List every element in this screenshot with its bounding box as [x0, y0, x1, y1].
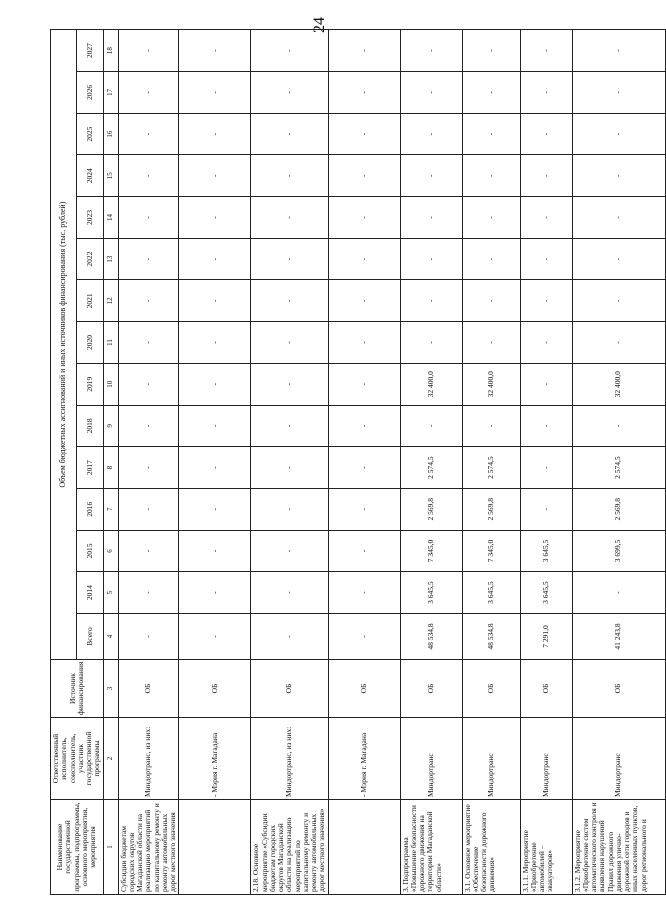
row-year-value: - — [572, 280, 665, 322]
budget-table — [50, 29, 666, 895]
row-year-value: - — [328, 322, 400, 364]
row-name — [179, 800, 251, 895]
row-year-value: - — [400, 197, 462, 239]
row-year-value: - — [572, 30, 665, 72]
row-year-value: - — [462, 322, 520, 364]
row-name — [328, 800, 400, 895]
header-year: 2022 — [77, 238, 103, 280]
row-year-value: - — [400, 155, 462, 197]
table-row — [462, 30, 520, 895]
row-year-value: 2 574,5 — [572, 447, 665, 489]
row-year-value: - — [118, 238, 179, 280]
column-number: 11 — [103, 322, 118, 364]
row-year-value: - — [572, 113, 665, 155]
column-number-row — [103, 30, 118, 895]
row-year-value: 2 569,8 — [400, 488, 462, 530]
row-year-value: - — [572, 322, 665, 364]
row-year-value: - — [328, 488, 400, 530]
row-year-value: - — [462, 280, 520, 322]
row-year-value: 3 645,5 — [520, 530, 572, 572]
row-year-value: - — [251, 155, 328, 197]
row-year-value: 7 345,0 — [400, 530, 462, 572]
row-year-value: - — [179, 405, 251, 447]
row-year-value: - — [462, 155, 520, 197]
row-executor: Миндортранс, из них: — [118, 718, 179, 800]
row-year-value: - — [179, 238, 251, 280]
row-total-value: - — [328, 614, 400, 660]
row-year-value: - — [251, 238, 328, 280]
row-executor: Миндортранс — [572, 718, 665, 800]
row-year-value: - — [251, 280, 328, 322]
row-year-value: - — [251, 30, 328, 72]
column-number: 2 — [103, 718, 118, 800]
row-year-value: 3 645,5 — [520, 572, 572, 614]
column-number: 16 — [103, 113, 118, 155]
row-year-value: - — [400, 72, 462, 114]
header-year: 2027 — [77, 30, 103, 72]
row-year-value: - — [118, 72, 179, 114]
row-year-value: - — [328, 197, 400, 239]
row-year-value: - — [462, 30, 520, 72]
table-row — [400, 30, 462, 895]
row-source: ОБ — [520, 660, 572, 718]
row-year-value: - — [179, 572, 251, 614]
row-year-value: - — [572, 197, 665, 239]
row-year-value: - — [251, 530, 328, 572]
page-number: 24 — [311, 17, 328, 33]
row-source: ОБ — [462, 660, 520, 718]
row-year-value: - — [251, 322, 328, 364]
header-year: 2019 — [77, 363, 103, 405]
header-year: 2026 — [77, 72, 103, 114]
row-year-value: - — [179, 113, 251, 155]
table-row — [251, 30, 328, 895]
row-name: 3.1.2. Мероприятие «Приобретение систем автоматического контроля и выявления нарушений Правил дорожного движения улично-дорожной сети городов и иных населенных пунктов, дорог регионального и — [572, 800, 665, 895]
row-year-value: - — [462, 72, 520, 114]
row-total-value: 48 534,8 — [462, 614, 520, 660]
row-name: Субсидии бюджетам городских округов Магаданской области на реализацию мероприятий по капитальному ремонту и ремонту автомобильных дорог местного значения — [118, 800, 179, 895]
row-year-value: - — [179, 530, 251, 572]
row-year-value: 7 345,0 — [462, 530, 520, 572]
row-year-value: - — [118, 405, 179, 447]
row-year-value: - — [520, 488, 572, 530]
row-year-value: - — [118, 322, 179, 364]
row-year-value: - — [328, 447, 400, 489]
row-year-value: - — [520, 447, 572, 489]
row-year-value: - — [251, 72, 328, 114]
row-year-value: - — [400, 280, 462, 322]
row-total-value: 41 243,8 — [572, 614, 665, 660]
column-number: 4 — [103, 614, 118, 660]
row-year-value: - — [400, 322, 462, 364]
header-year: 2017 — [77, 447, 103, 489]
row-year-value: - — [328, 113, 400, 155]
row-year-value: - — [328, 363, 400, 405]
row-executor: Миндортранс — [400, 718, 462, 800]
row-year-value: - — [118, 197, 179, 239]
row-year-value: - — [179, 197, 251, 239]
header-year: 2020 — [77, 322, 103, 364]
column-number: 10 — [103, 363, 118, 405]
column-number: 12 — [103, 280, 118, 322]
row-year-value: - — [328, 155, 400, 197]
row-source: ОБ — [118, 660, 179, 718]
row-year-value: - — [400, 405, 462, 447]
row-year-value: - — [328, 572, 400, 614]
table-body — [118, 30, 665, 895]
table-row — [328, 30, 400, 895]
row-year-value: - — [118, 447, 179, 489]
row-total-value: 48 534,8 — [400, 614, 462, 660]
row-executor: - Мэрия г. Магадана — [328, 718, 400, 800]
row-year-value: - — [118, 363, 179, 405]
row-year-value: - — [118, 572, 179, 614]
row-year-value: - — [520, 155, 572, 197]
header-year: 2021 — [77, 280, 103, 322]
row-source: ОБ — [251, 660, 328, 718]
row-executor: - Мэрия г. Магадана — [179, 718, 251, 800]
header-source: Источник финансирования — [51, 660, 104, 718]
row-year-value: - — [251, 572, 328, 614]
row-source: ОБ — [179, 660, 251, 718]
row-year-value: - — [520, 238, 572, 280]
header-year: 2018 — [77, 405, 103, 447]
table-row — [179, 30, 251, 895]
row-total-value: - — [118, 614, 179, 660]
header-total: Всего — [77, 614, 103, 660]
row-year-value: 2 569,8 — [462, 488, 520, 530]
row-year-value: - — [400, 238, 462, 280]
row-name: 3.1.1. Мероприятие «Приобретение автомобилей – эвакуаторов» — [520, 800, 572, 895]
row-year-value: - — [400, 30, 462, 72]
row-year-value: - — [118, 280, 179, 322]
row-source: ОБ — [328, 660, 400, 718]
row-year-value: - — [572, 572, 665, 614]
row-year-value: - — [179, 322, 251, 364]
row-source: ОБ — [400, 660, 462, 718]
row-year-value: - — [179, 280, 251, 322]
column-number: 9 — [103, 405, 118, 447]
row-year-value: - — [520, 30, 572, 72]
row-total-value: 7 291,0 — [520, 614, 572, 660]
row-year-value: - — [179, 72, 251, 114]
row-year-value: - — [400, 113, 462, 155]
column-number: 18 — [103, 30, 118, 72]
row-year-value: - — [328, 238, 400, 280]
column-number: 8 — [103, 447, 118, 489]
header-name: Наименование государственной программы, подпрограммы, основного мероприятия, мероприятия — [51, 800, 104, 895]
header-year: 2014 — [77, 572, 103, 614]
row-executor: Миндортранс, из них: — [251, 718, 328, 800]
row-year-value: - — [251, 197, 328, 239]
row-year-value: - — [572, 72, 665, 114]
row-year-value: - — [179, 488, 251, 530]
row-year-value: - — [520, 322, 572, 364]
rotated-table-wrapper — [50, 30, 648, 895]
row-year-value: - — [251, 447, 328, 489]
row-year-value: - — [572, 155, 665, 197]
row-name: 3.1. Основное мероприятие «Обеспечение безопасности дорожного движения» — [462, 800, 520, 895]
row-total-value: - — [179, 614, 251, 660]
rotated-table-stage — [50, 30, 648, 895]
row-year-value: 32 400,0 — [572, 363, 665, 405]
row-year-value: - — [251, 488, 328, 530]
row-year-value: 32 400,0 — [400, 363, 462, 405]
row-source: ОБ — [572, 660, 665, 718]
column-number: 7 — [103, 488, 118, 530]
row-year-value: - — [520, 72, 572, 114]
row-year-value: - — [520, 405, 572, 447]
row-year-value: - — [520, 280, 572, 322]
row-name: 2.18. Основное мероприятие «Субсидии бюджетам городских округов Магаданской области на реализацию мероприятий по капитальному ремонту и ремонту автомобильных дорог местного значения» — [251, 800, 328, 895]
row-year-value: - — [572, 405, 665, 447]
table-row — [118, 30, 179, 895]
row-year-value: 2 574,5 — [400, 447, 462, 489]
column-number: 5 — [103, 572, 118, 614]
row-year-value: - — [118, 113, 179, 155]
row-year-value: 2 569,8 — [572, 488, 665, 530]
header-year: 2025 — [77, 113, 103, 155]
row-year-value: - — [179, 155, 251, 197]
column-number: 3 — [103, 660, 118, 718]
row-year-value: - — [328, 30, 400, 72]
row-year-value: - — [118, 30, 179, 72]
row-year-value: - — [462, 197, 520, 239]
row-year-value: - — [118, 530, 179, 572]
row-year-value: - — [118, 488, 179, 530]
row-year-value: - — [520, 363, 572, 405]
row-year-value: - — [251, 405, 328, 447]
row-year-value: - — [328, 530, 400, 572]
row-year-value: - — [251, 113, 328, 155]
row-year-value: 2 574,5 — [462, 447, 520, 489]
row-year-value: - — [328, 280, 400, 322]
header-year: 2015 — [77, 530, 103, 572]
row-year-value: - — [520, 113, 572, 155]
row-year-value: - — [462, 405, 520, 447]
table-row — [572, 30, 665, 895]
row-year-value: 3 645,5 — [400, 572, 462, 614]
column-number: 13 — [103, 238, 118, 280]
row-year-value: 3 645,5 — [462, 572, 520, 614]
column-number: 14 — [103, 197, 118, 239]
column-number: 1 — [103, 800, 118, 895]
row-name: 3. Подпрограмма «Повышение безопасности дорожного движения на территории Магаданской области» — [400, 800, 462, 895]
row-year-value: - — [179, 447, 251, 489]
row-year-value: - — [179, 363, 251, 405]
row-year-value: 3 699,5 — [572, 530, 665, 572]
row-executor: Миндортранс — [462, 718, 520, 800]
header-year: 2016 — [77, 488, 103, 530]
row-total-value: - — [251, 614, 328, 660]
row-year-value: - — [462, 238, 520, 280]
row-year-value: - — [328, 405, 400, 447]
row-year-value: - — [462, 113, 520, 155]
row-year-value: - — [572, 238, 665, 280]
header-year: 2023 — [77, 197, 103, 239]
header-budget-group: Объем бюджетных ассигнований и иных источников финансирования (тыс. рублей) — [51, 30, 77, 660]
row-year-value: - — [118, 155, 179, 197]
row-year-value: - — [328, 72, 400, 114]
column-number: 6 — [103, 530, 118, 572]
header-year: 2024 — [77, 155, 103, 197]
column-number: 17 — [103, 72, 118, 114]
header-executor: Ответственный исполнитель, соисполнитель, участник государственной программы — [51, 718, 104, 800]
row-year-value: 32 400,0 — [462, 363, 520, 405]
row-year-value: - — [179, 30, 251, 72]
column-number: 15 — [103, 155, 118, 197]
row-year-value: - — [251, 363, 328, 405]
row-executor: Миндортранс — [520, 718, 572, 800]
table-row — [520, 30, 572, 895]
row-year-value: - — [520, 197, 572, 239]
